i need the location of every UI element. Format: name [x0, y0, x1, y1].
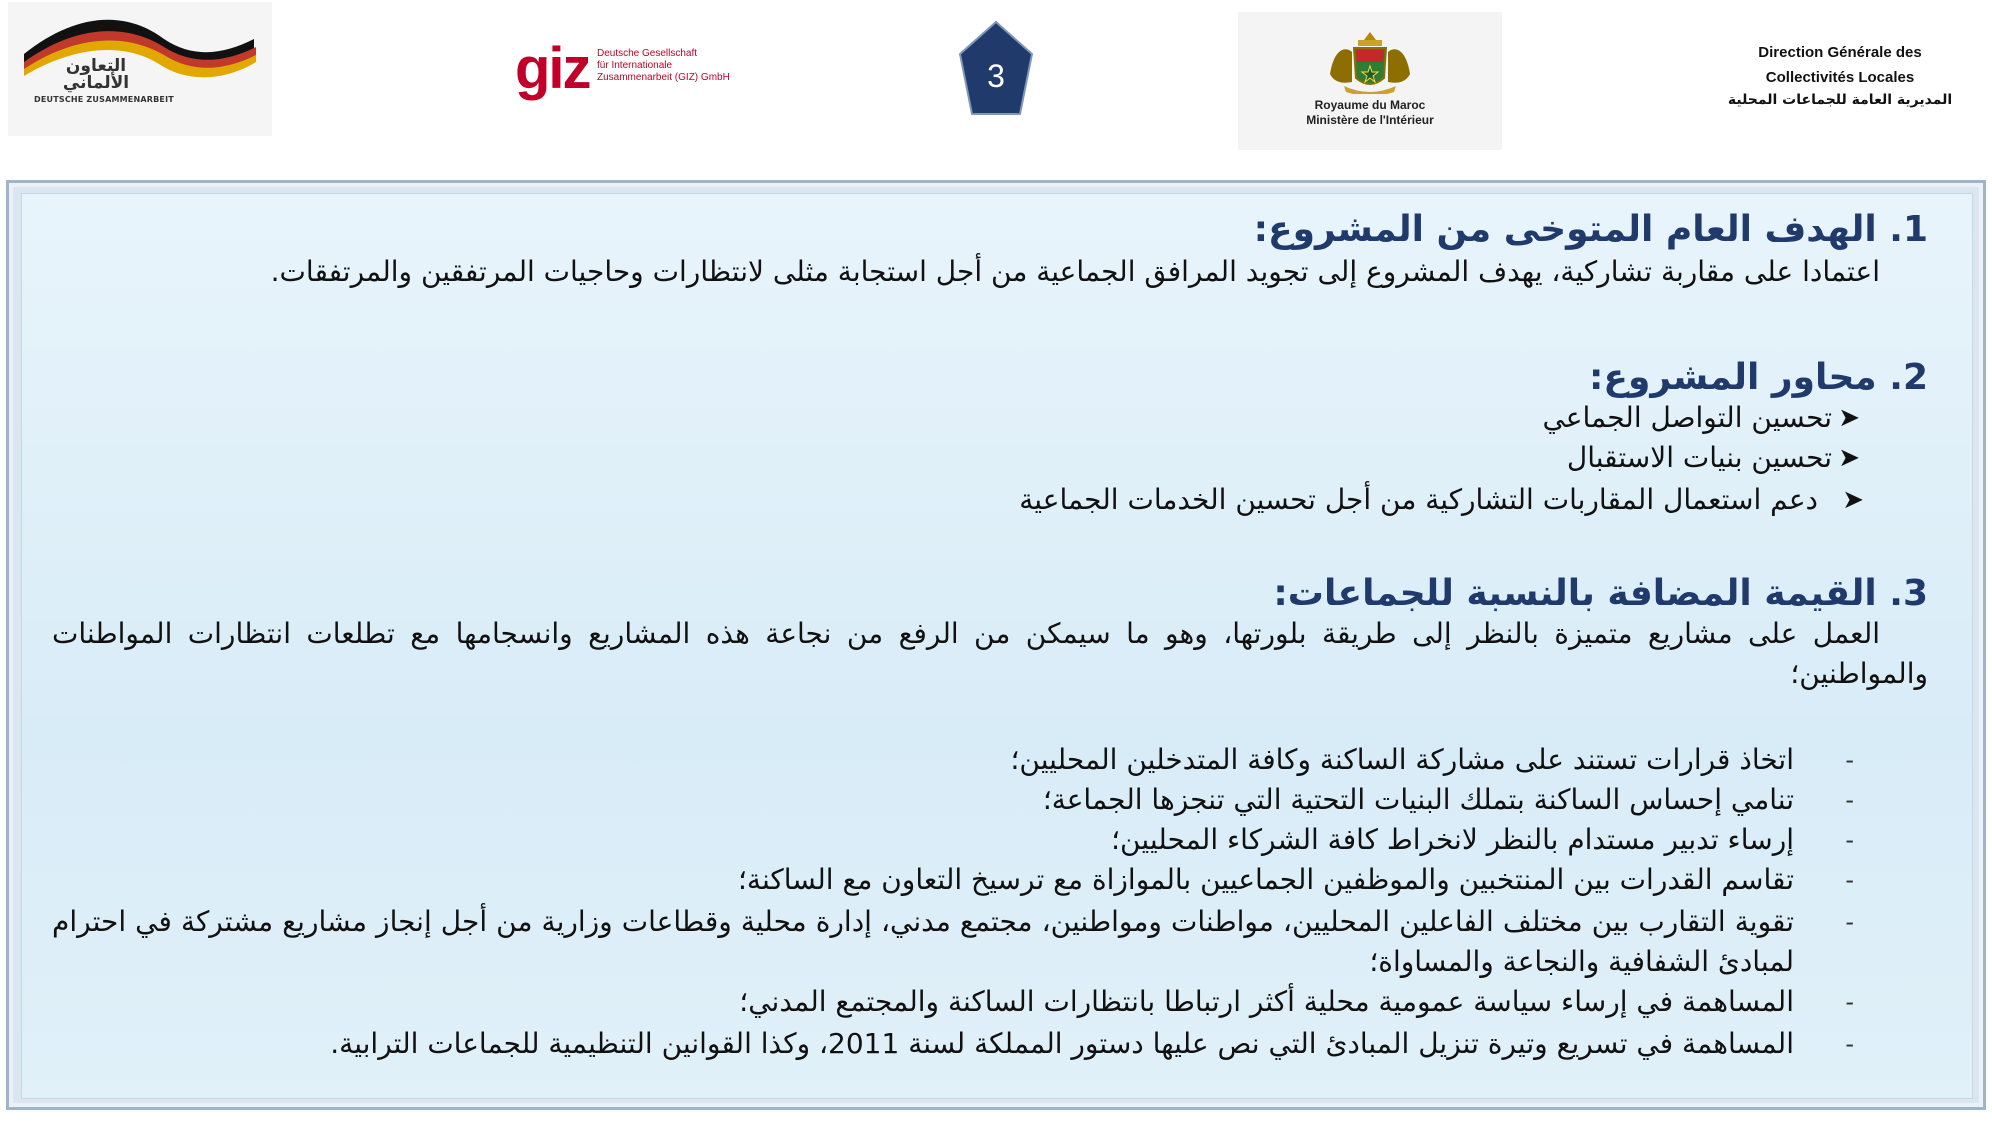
- section3-item-5: تقوية التقارب بين مختلف الفاعلين المحليين، مواطنات ومواطنين، مجتمع مدني، إدارة محلية وقطاعات وزارية من أجل إنجاز مشاريع مشتركة في احترام لمبادئ الشفافية والنجاعة والمساواة؛: [52, 905, 1794, 978]
- dgcl-arabic: المديرية العامة للجماعات المحلية: [1727, 92, 1953, 108]
- maroc-logo-line1: Royaume du Maroc: [1314, 98, 1426, 112]
- dgcl-heading: [1700, 40, 1980, 110]
- kingdom-of-morocco-logo: [1238, 12, 1502, 150]
- content-frame: [6, 180, 1986, 1110]
- giz-full-name: Deutsche Gesellschaft für Internationale Zusammenarbeit (GIZ) GmbH: [597, 48, 730, 83]
- moroccan-coat-of-arms-icon: [1324, 28, 1416, 94]
- dgcl-line1: Direction Générale des: [1758, 44, 1922, 61]
- section2-item-3: دعم استعمال المقاربات التشاركية من أجل تحسين الخدمات الجماعية: [1019, 483, 1818, 516]
- dgcl-line2: Collectivités Locales: [1765, 69, 1915, 86]
- dash-bullet: -: [1845, 1030, 1854, 1058]
- dash-bullet: -: [1845, 908, 1854, 936]
- content-panel: [21, 193, 1973, 1099]
- checkmark-arrow-icon: ➤: [1838, 443, 1860, 473]
- section2-item-2: تحسين بنيات الاستقبال: [1566, 441, 1832, 474]
- section2-title: 2. محاور المشروع:: [1588, 357, 1928, 398]
- section2-item-1: تحسين التواصل الجماعي: [1542, 401, 1832, 434]
- dash-bullet: -: [1845, 746, 1854, 774]
- section3-intro: العمل على مشاريع متميزة بالنظر إلى طريقة بلورتها، وهو ما سيمكن من الرفع من نجاعة هذه المشاريع وانسجامها مع تطلعات انتظارات المواطنات والمواطنين؛: [52, 617, 1928, 690]
- section3-item-2: تنامي إحساس الساكنة بتملك البنيات التحتية التي تنجزها الجماعة؛: [1042, 783, 1794, 816]
- section1-title: 1. الهدف العام المتوخى من المشروع:: [1253, 209, 1928, 250]
- page-number-badge: [956, 18, 1036, 118]
- section3-title: 3. القيمة المضافة بالنسبة للجماعات:: [1273, 573, 1928, 614]
- section3-item-7: المساهمة في تسريع وتيرة تنزيل المبادئ التي نص عليها دستور المملكة لسنة 2011، وكذا القوانين التنظيمية للجماعات الترابية.: [330, 1027, 1794, 1060]
- section3-item-6: المساهمة في إرساء سياسة عمومية محلية أكثر ارتباطا بانتظارات الساكنة والمجتمع المدني؛: [739, 985, 1794, 1018]
- section3-item-1: اتخاذ قرارات تستند على مشاركة الساكنة وكافة المتدخلين المحليين؛: [1010, 743, 1794, 776]
- page-number: 3: [987, 58, 1005, 94]
- checkmark-arrow-icon: ➤: [1838, 403, 1860, 433]
- dash-bullet: -: [1845, 866, 1854, 894]
- giz-logo: [515, 36, 745, 101]
- section1-text: اعتمادا على مقاربة تشاركية، يهدف المشروع إلى تجويد المرافق الجماعية من أجل استجابة مثلى لانتظارات وحاجيات المرتفقين والمرتفقات.: [270, 255, 1880, 288]
- checkmark-arrow-icon: ➤: [1842, 485, 1864, 515]
- slide-header: [0, 0, 1992, 170]
- deutsche-zusammenarbeit-logo: [8, 2, 272, 136]
- section3-item-4: تقاسم القدرات بين المنتخبين والموظفين الجماعيين بالموازاة مع ترسيخ التعاون مع الساكنة؛: [738, 863, 1794, 896]
- dash-bullet: -: [1845, 988, 1854, 1016]
- dash-bullet: -: [1845, 786, 1854, 814]
- dash-bullet: -: [1845, 826, 1854, 854]
- section3-item-3: إرساء تدبير مستدام بالنظر لانخراط كافة الشركاء المحليين؛: [1111, 823, 1794, 856]
- giz-wordmark: giz: [515, 36, 590, 101]
- coop-logo-english: DEUTSCHE ZUSAMMENARBEIT: [34, 95, 174, 104]
- coop-logo-arabic: التعاون الألماني: [62, 56, 130, 93]
- maroc-logo-line2: Ministère de l'Intérieur: [1306, 113, 1434, 127]
